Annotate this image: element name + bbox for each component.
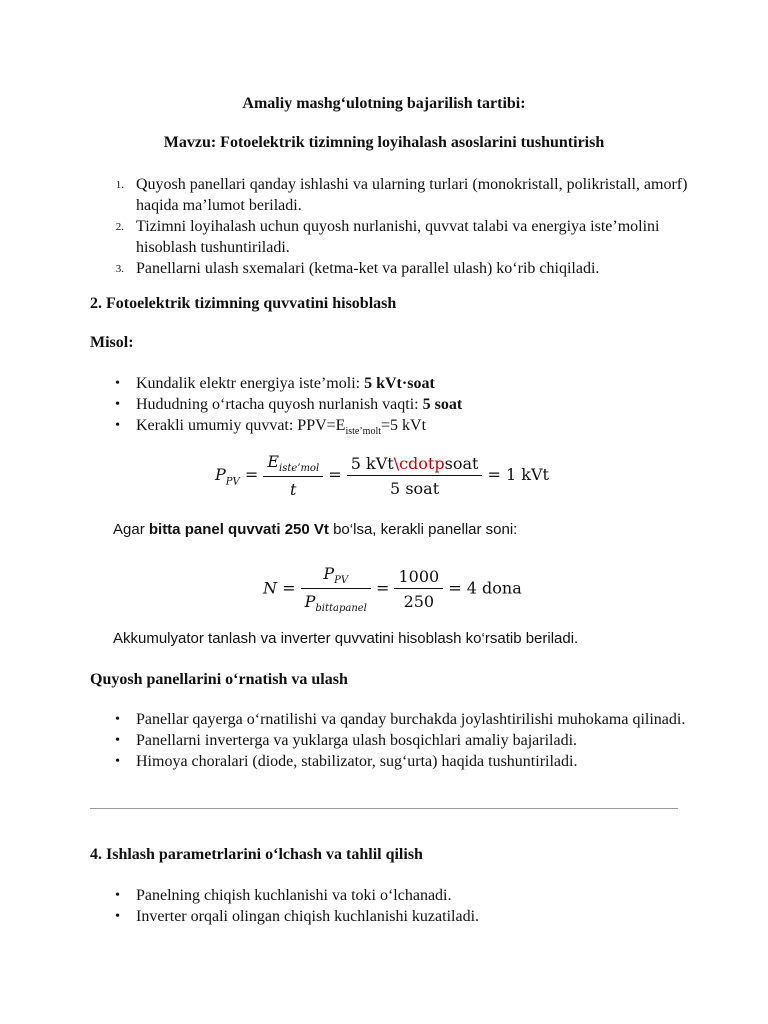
list-item-text: Kerakli umumiy quvvat: PPV=E: [136, 417, 346, 434]
list-item-text: Inverter orqali olingan chiqish kuchlanishi kuzatiladi.: [136, 908, 480, 925]
list-item: [90, 394, 690, 415]
list-item-value: 5 soat: [422, 396, 463, 413]
formula-result: = 1 kVt: [487, 465, 549, 485]
formula-equals: =: [328, 465, 342, 485]
list-item: [90, 730, 690, 751]
bullet-icon: •: [115, 888, 120, 903]
list-item-subscript: iste’molt: [345, 426, 382, 438]
list-item-text: Panellarni ulash sxemalari (ketma-ket va parallel ulash) ko‘rib chiqiladi.: [136, 260, 600, 277]
fraction-numerator: 5 kVt: [350, 453, 394, 473]
panel-count-formula: [263, 564, 522, 614]
list-item: [90, 885, 690, 906]
example-bullet-list: [90, 373, 690, 442]
fraction-numerator-unit: soat: [444, 453, 479, 473]
example-label: Misol:: [90, 334, 134, 351]
bullet-icon: •: [115, 397, 120, 412]
formula-fraction-1: [301, 564, 371, 614]
fraction-denominator: P: [304, 592, 316, 612]
measurement-bullet-list: [90, 885, 690, 927]
topic-subtitle: Mavzu: Fotoelektrik tizimning loyihalash asoslarini tushuntirish: [163, 134, 605, 151]
list-item: [90, 373, 690, 394]
list-item: [90, 709, 690, 730]
bullet-icon: •: [115, 418, 120, 433]
list-item: [90, 174, 690, 216]
formula-lhs: N: [263, 578, 277, 598]
list-item-text: Kundalik elektr energiya iste’moli:: [136, 375, 365, 392]
sentence-suffix: bo‘lsa, kerakli panellar soni:: [328, 521, 518, 538]
formula-equals: =: [282, 578, 296, 598]
list-number: 2.: [115, 221, 124, 233]
fraction-numerator: P: [323, 564, 335, 583]
list-item-text: Panellarni inverterga va yuklarga ulash bosqichlari amaliy bajariladi.: [136, 732, 578, 749]
fraction-denominator: t: [290, 480, 297, 500]
bullet-icon: •: [115, 754, 120, 769]
latex-error-text: \cdotp: [393, 453, 445, 473]
list-item-text: Tizimni loyihalash uchun quyosh nurlanishi, quvvat talabi va energiya iste’molini hisoblash tushuntiriladi.: [136, 218, 660, 256]
fraction-numerator-sub: iste’mol: [279, 463, 320, 475]
formula-lhs: P: [215, 465, 226, 485]
list-item: [90, 216, 690, 258]
bullet-icon: •: [115, 733, 120, 748]
list-item: [90, 906, 690, 927]
section-4-heading: 4. Ishlash parametrlarini o‘lchash va tahlil qilish: [90, 846, 423, 863]
formula-fraction-2: [394, 567, 443, 611]
horizontal-divider: [90, 808, 678, 809]
section-3-heading: Quyosh panellarini o‘rnatish va ulash: [90, 671, 348, 688]
intro-numbered-list: [90, 174, 690, 279]
formula-fraction-2: [347, 454, 483, 498]
list-item-value: 5 kVt·soat: [364, 375, 435, 392]
list-item-text: Hududning o‘rtacha quyosh nurlanish vaqti:: [136, 396, 423, 413]
list-item-text: Himoya choralari (diode, stabilizator, sug‘urta) haqida tushuntiriladi.: [136, 753, 578, 770]
list-number: 1.: [115, 179, 124, 191]
formula-equals: =: [244, 465, 259, 485]
bullet-icon: •: [115, 712, 120, 727]
fraction-denominator: 5 soat: [390, 478, 440, 498]
fraction-denominator: 250: [403, 592, 435, 612]
fraction-denominator-sub: bittapanel: [315, 603, 367, 615]
list-number: 3.: [115, 263, 124, 275]
formula-lhs-sub: PV: [225, 476, 240, 488]
fraction-numerator: 1000: [394, 567, 443, 589]
formula-equals: =: [375, 578, 390, 598]
list-item-text: Panellar qayerga o‘rnatilishi va qanday burchakda joylashtirilishi muhokama qilinadi.: [136, 711, 686, 728]
list-item-text: Panelning chiqish kuchlanishi va toki o‘lchanadi.: [136, 887, 452, 904]
section-2-heading: 2. Fotoelektrik tizimning quvvatini hisoblash: [90, 295, 397, 312]
bullet-icon: •: [115, 909, 120, 924]
formula-fraction-1: [263, 452, 323, 499]
list-item-text: Quyosh panellari qanday ishlashi va ularning turlari (monokristall, polikristall, amorf) haqida ma’lumot beriladi.: [136, 176, 688, 214]
list-item-suffix: =5 kVt: [381, 417, 427, 434]
fraction-numerator: E: [267, 452, 279, 471]
document-title: Amaliy mashg‘ulotning bajarilish tartibi:: [242, 95, 526, 112]
list-item: [90, 751, 690, 772]
sentence-bold: bitta panel quvvati 250 Vt: [148, 521, 329, 538]
installation-bullet-list: [90, 709, 690, 772]
battery-sentence: Akkumulyator tanlash va inverter quvvatini hisoblash ko‘rsatib beriladi.: [113, 630, 579, 647]
list-item: [90, 258, 690, 279]
list-item: [90, 415, 690, 442]
sentence-prefix: Agar: [113, 521, 149, 538]
power-formula: [215, 452, 549, 499]
bullet-icon: •: [115, 376, 120, 391]
panel-count-sentence: [113, 521, 517, 538]
formula-result: = 4 dona: [448, 578, 522, 598]
fraction-numerator-sub: PV: [334, 575, 349, 587]
